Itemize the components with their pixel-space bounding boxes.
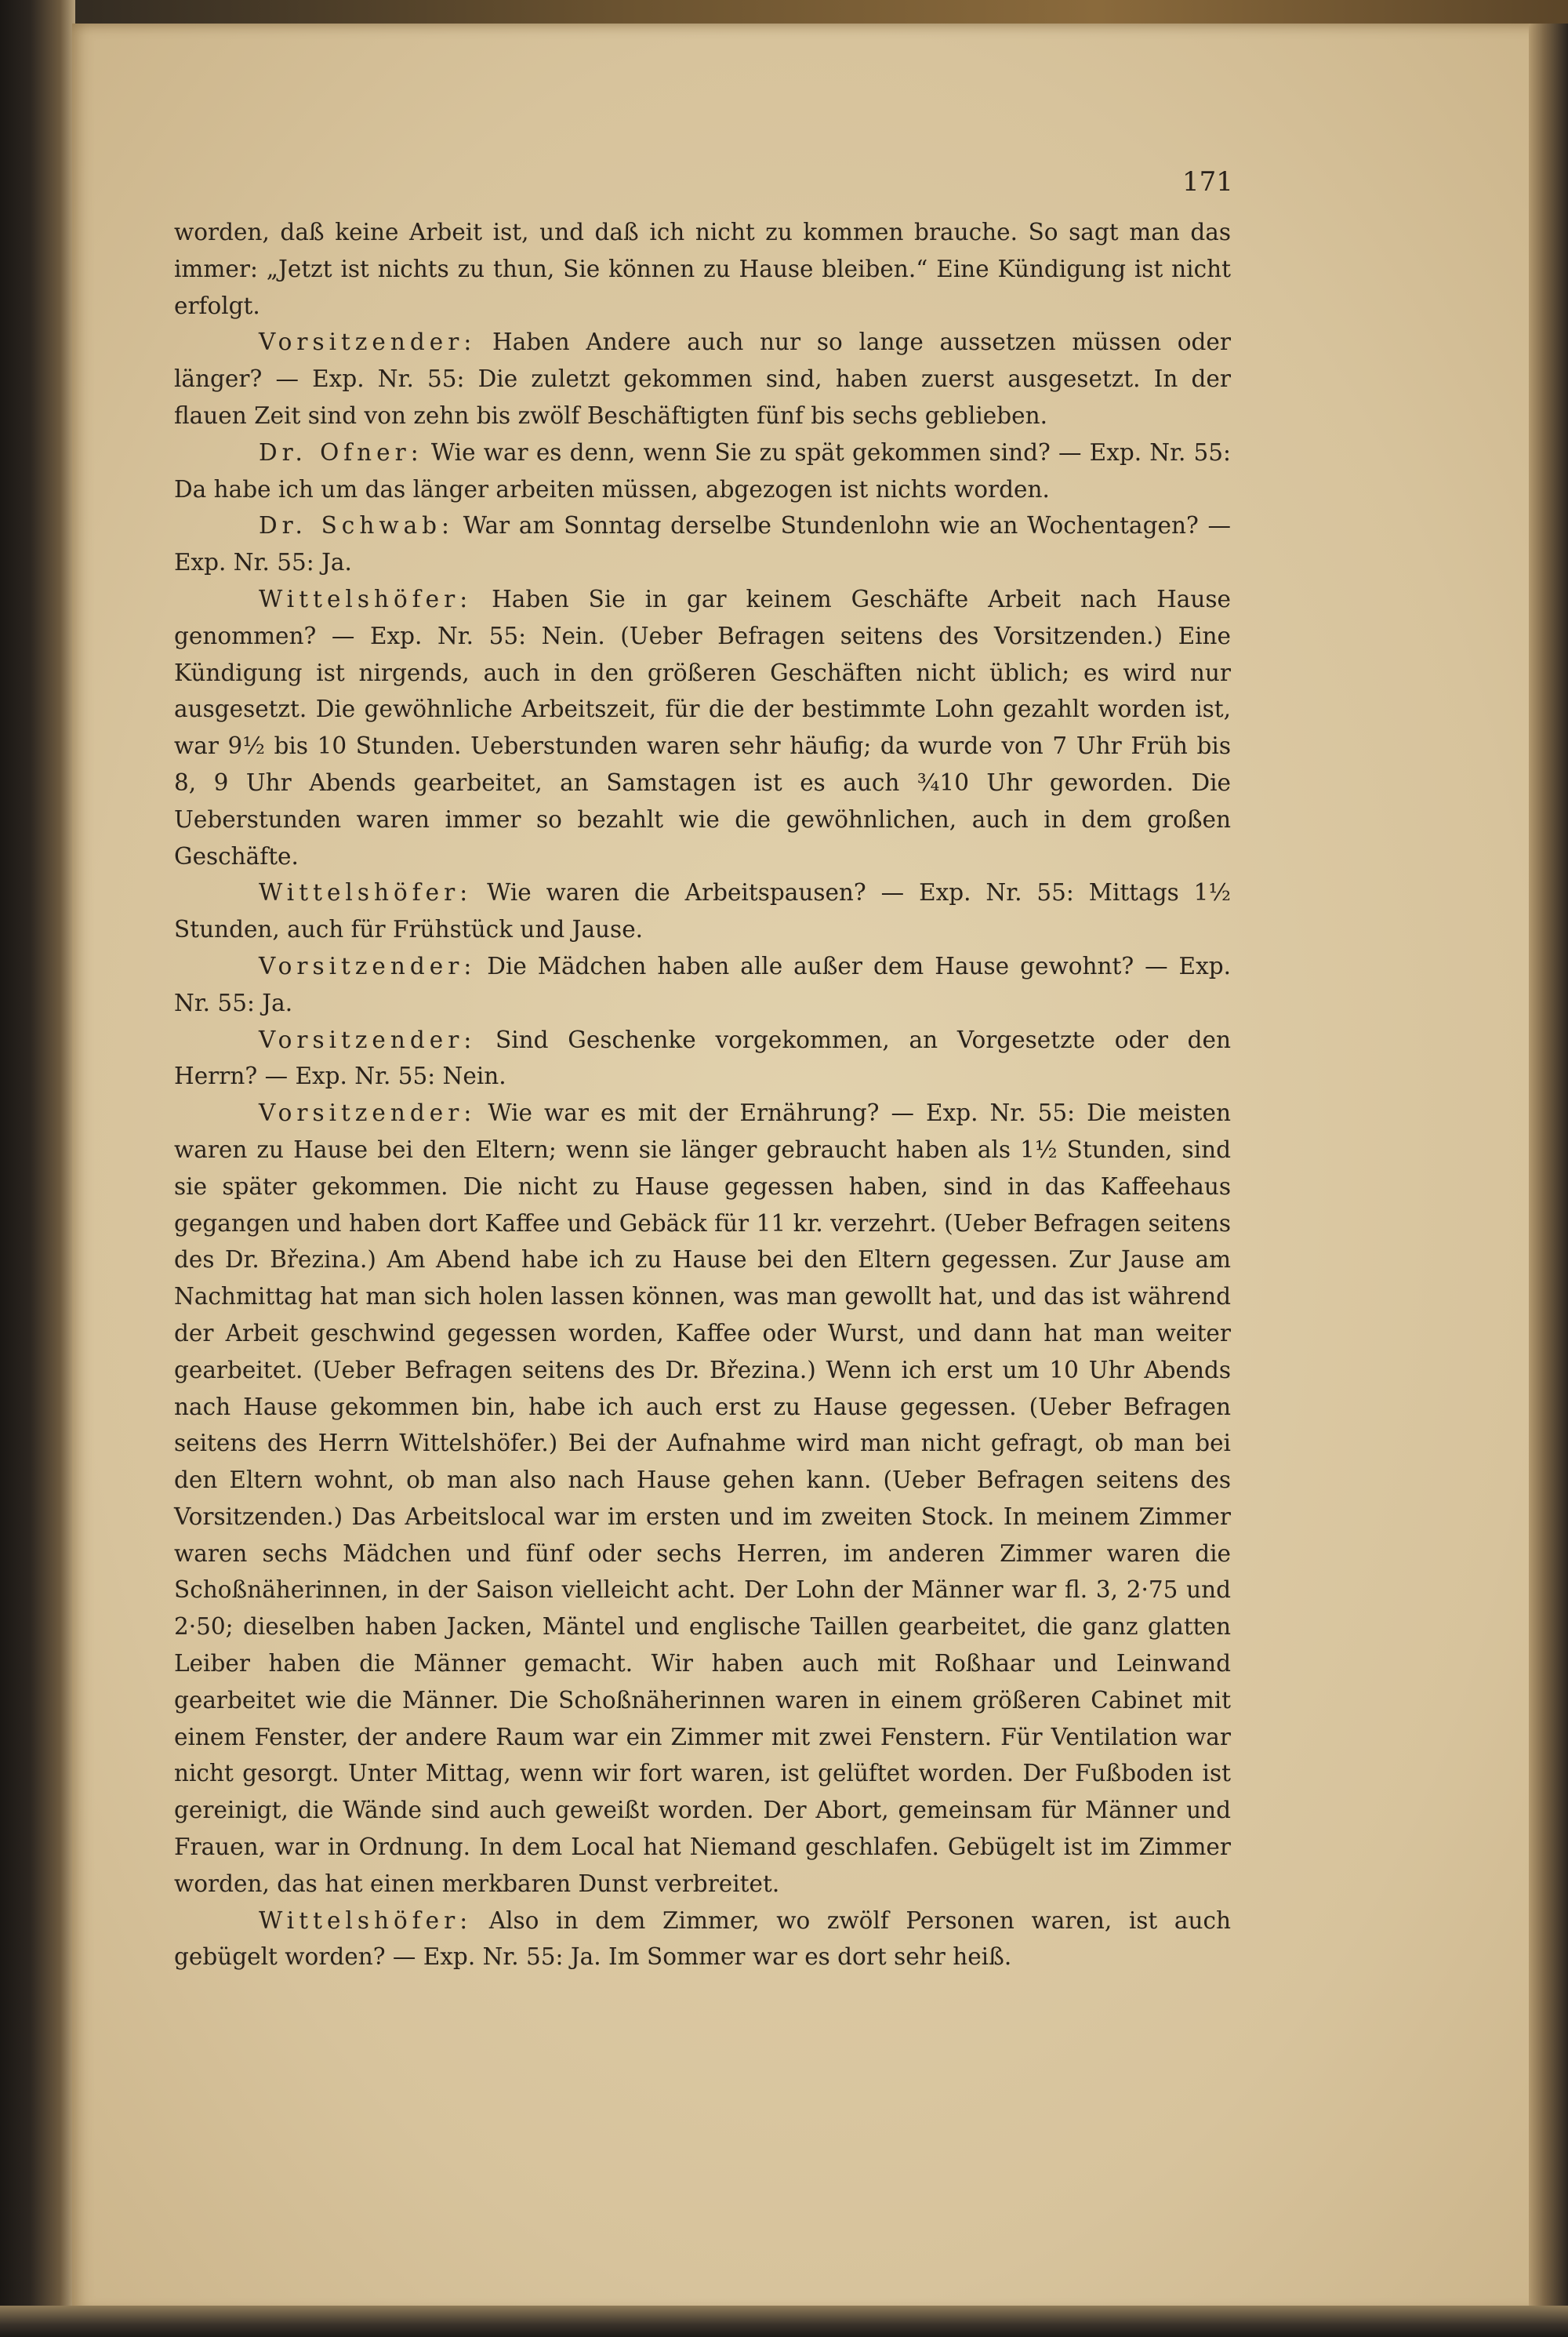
paragraph-text: Wie war es mit der Ernährung? — Exp. Nr. 55: Die meisten waren zu Hause bei den Eltern; wenn sie länger gebraucht haben als 1½ Stunden, sind sie später gekommen. Die nicht zu Hause gegessen haben, sind in das Kaffeehaus gegangen und haben dort Kaffee und Gebäck für 11 kr. verzehrt. (Ueber Befragen seitens des Dr. Březina.) Am Abend habe ich zu Hause bei den Eltern gegessen. Zur Jause am Nachmittag hat man sich holen lassen können, was man gewollt hat, und das ist während der Arbeit geschwind gegessen worden, Kaffee oder Wurst, und dann hat man weiter gearbeitet. (Ueber Befragen seitens des Dr. Březina.) Wenn ich erst um 10 Uhr Abends nach Hause gekommen bin, habe ich auch erst zu Hause gegessen. (Ueber Befragen seitens des Herrn Wittelshöfer.) Bei der Aufnahme wird man nicht gefragt, ob man bei den Eltern wohnt, ob man also nach Hause gehen kann. (Ueber Befragen seitens des Vorsitzenden.) Das Arbeitslocal war im ersten und im zweiten Stock. In meinem Zimmer waren sechs Mädchen und fünf oder sechs Herren, im anderen Zimmer waren die Schoßnäherinnen, in der Saison vielleicht acht. Der Lohn der Männer war fl. 3, 2·75 und 2·50; dieselben haben Jacken, Mäntel und englische Taillen gearbeitet, die ganz glatten Leiber haben die Männer gemacht. Wir haben auch mit Roßhaar und Leinwand gearbeitet wie die Männer. Die Schoßnäherinnen waren in einem größeren Cabinet mit einem Fenster, der andere Raum war ein Zimmer mit zwei Fenstern. Für Ventilation war nicht gesorgt. Unter Mittag, wenn wir fort waren, ist gelüftet worden. Der Fußboden ist gereinigt, die Wände sind auch geweißt worden. Der Abort, gemeinsam für Männer und Frauen, war in Ordnung. In dem Local hat Niemand geschlafen. Gebügelt ist im Zimmer worden, das hat einen merkbaren Dunst verbreitet. bbox=[174, 1099, 1231, 1897]
paragraph-text: Wie waren die Arbeitspausen? — Exp. Nr. 55: Mittags 1½ Stunden, auch für Frühstück und Jause. bbox=[174, 879, 1231, 943]
paragraph-text: Also in dem Zimmer, wo zwölf Personen waren, ist auch gebügelt worden? — Exp. Nr. 55: Ja. Im Sommer war es dort sehr heiß. bbox=[174, 1906, 1231, 1971]
paragraph-text: Wie war es denn, wenn Sie zu spät gekommen sind? — Exp. Nr. 55: Da habe ich um das länger arbeiten müssen, abgezogen ist nichts worden. bbox=[174, 438, 1231, 503]
speaker-name: Vorsitzender: bbox=[259, 1026, 477, 1053]
speaker-name: Vorsitzender: bbox=[259, 1099, 477, 1127]
paragraph bbox=[174, 324, 1231, 434]
paragraph-text: Haben Sie in gar keinem Geschäfte Arbeit nach Hause genommen? — Exp. Nr. 55: Nein. (Ueber Befragen seitens des Vorsitzenden.) Eine Kündigung ist nirgends, auch in den größeren Geschäften nicht üblich; es wird nur ausgesetzt. Die gewöhnliche Arbeitszeit, für die der bestimmte Lohn gezahlt worden ist, war 9½ bis 10 Stunden. Ueberstunden waren sehr häufig; da wurde von 7 Uhr Früh bis 8, 9 Uhr Abends gearbeitet, an Samstagen ist es auch ¾10 Uhr geworden. Die Ueberstunden waren immer so bezahlt wie die gewöhnlichen, auch in dem großen Geschäfte. bbox=[174, 585, 1231, 870]
book-bottom-edge bbox=[0, 2306, 1568, 2337]
paragraph-text: War am Sonntag derselbe Stundenlohn wie an Wochentagen? — Exp. Nr. 55: Ja. bbox=[174, 512, 1231, 576]
speaker-name: Wittelshöfer: bbox=[259, 585, 473, 612]
paragraph-text: worden, daß keine Arbeit ist, und daß ich nicht zu kommen brauche. So sagt man das immer: „Jetzt ist nichts zu thun, Sie können zu Hause bleiben.“ Eine Kündigung ist nicht erfolgt. bbox=[174, 219, 1231, 319]
paragraph bbox=[174, 434, 1231, 508]
page-stack-edge bbox=[1529, 24, 1568, 2337]
paragraph bbox=[174, 214, 1231, 324]
page-number: 171 bbox=[1182, 166, 1233, 198]
paragraph bbox=[174, 581, 1231, 874]
paragraph bbox=[174, 1095, 1231, 1903]
paragraph bbox=[174, 1022, 1231, 1096]
speaker-name: Vorsitzender: bbox=[259, 952, 477, 980]
book-binding-edge bbox=[0, 0, 75, 2337]
speaker-name: Wittelshöfer: bbox=[259, 879, 473, 907]
paragraph-text: Haben Andere auch nur so lange aussetzen müssen oder länger? — Exp. Nr. 55: Die zuletzt gekommen sind, haben zuerst ausgesetzt. In der flauen Zeit sind von zehn bis zwölf Beschäftigten fünf bis sechs geblieben. bbox=[174, 329, 1231, 429]
speaker-name: Vorsitzender: bbox=[259, 329, 477, 356]
paragraph-text: Die Mädchen haben alle außer dem Hause gewohnt? — Exp. Nr. 55: Ja. bbox=[174, 952, 1231, 1016]
body-text bbox=[174, 214, 1231, 1975]
paragraph bbox=[174, 874, 1231, 948]
speaker-name: Wittelshöfer: bbox=[259, 1906, 473, 1934]
paragraph-text: Sind Geschenke vorgekommen, an Vorgesetzte oder den Herrn? — Exp. Nr. 55: Nein. bbox=[174, 1026, 1231, 1090]
speaker-name: Dr. Ofner: bbox=[259, 438, 423, 466]
paragraph bbox=[174, 948, 1231, 1022]
speaker-name: Dr. Schwab: bbox=[259, 512, 454, 540]
paragraph bbox=[174, 507, 1231, 581]
paragraph bbox=[174, 1903, 1231, 1976]
